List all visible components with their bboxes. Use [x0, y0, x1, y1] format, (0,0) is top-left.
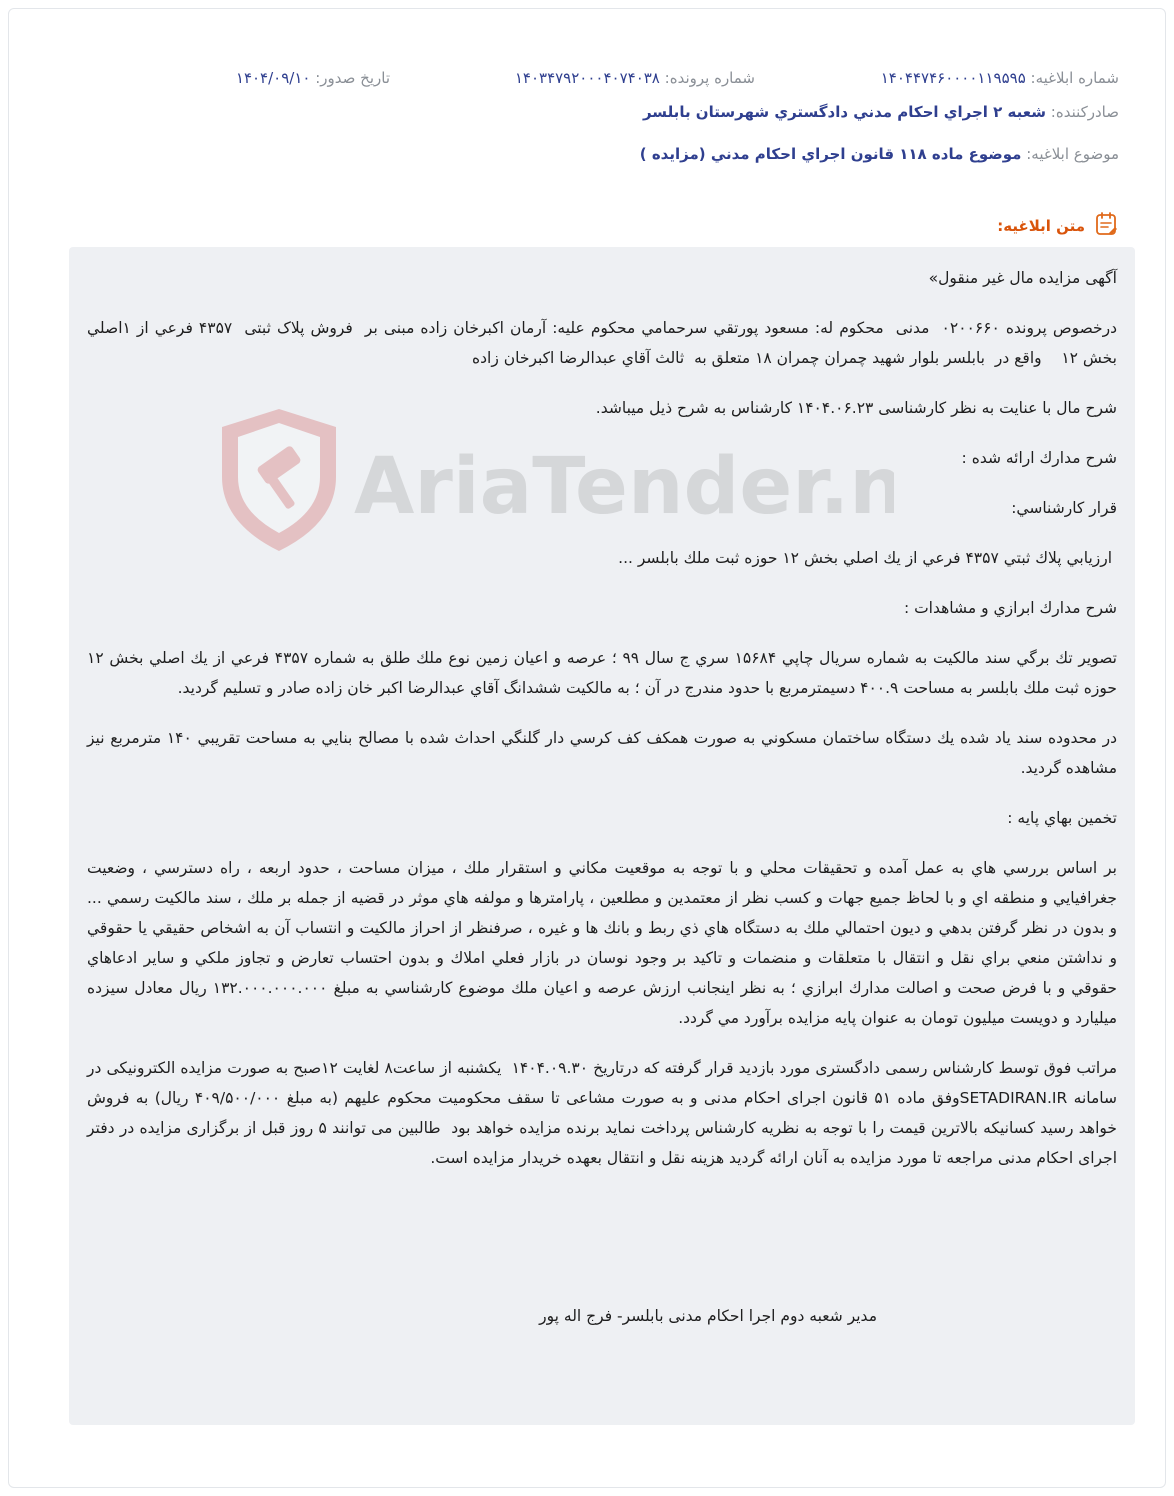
- notice-body: [69, 247, 1135, 1425]
- paragraph: آگهی مزایده مال غیر منقول»: [928, 269, 1117, 287]
- notice-text-icon: [1093, 211, 1119, 241]
- paragraph: قرار كارشناسي:: [1011, 499, 1117, 517]
- subject-label: موضوع ابلاغيه:: [1026, 145, 1119, 163]
- paragraph: درخصوص پرونده ۰۲۰۰۶۶۰ مدنی محکوم له: مسعود پورتقي سرحمامي محكوم عليه: آرمان اكبرخان زاده مبنی بر فروش پلاک ثبتی ۴۳۵۷ فرعي از ۱اصلي بخش ۱۲ واقع در بابلسر بلوار شهيد چمران چمران ۱۸ متعلق به ثالث آقاي عبدالرضا اكبرخان زاده: [82, 319, 1117, 367]
- paragraph: تصوير تك برگي سند مالكيت به شماره سريال چاپي ۱۵۶۸۴ سري ج سال ۹۹ ؛ عرصه و اعيان زمين نوع ملك طلق به شماره ۴۳۵۷ فرعي از يك اصلي بخش ۱۲ حوزه ثبت ملك بابلسر به مساحت ۴۰۰.۹ دسيمترمربع با حدود مندرج در آن ؛ به مالكيت ششدانگ آقاي عبدالرضا اكبر خان زاده صادر و تسليم گرديد.: [82, 649, 1117, 697]
- issuer-value: شعبه ۲ اجراي احکام مدني دادگستري شهرستان بابلسر: [642, 103, 1046, 121]
- notice-card: [8, 8, 1166, 1488]
- issuer-row: [643, 101, 1119, 123]
- case-number: [515, 67, 755, 89]
- notice-text-title: متن ابلاغيه:: [997, 217, 1085, 235]
- issue-date: [236, 67, 390, 89]
- notice-text-heading: [997, 211, 1119, 241]
- signature: مدیر شعبه دوم اجرا احکام مدنی بابلسر- فرج اله پور: [539, 1307, 877, 1325]
- paragraph: شرح مدارك ابرازي و مشاهدات :: [903, 599, 1117, 617]
- paragraph: تخمين بهاي پايه :: [1007, 809, 1117, 827]
- issue-date-value: ۱۴۰۴/۰۹/۱۰: [235, 69, 311, 87]
- notice-number-label: شماره ابلاغيه:: [1030, 69, 1119, 87]
- paragraph: ارزيابي پلاك ثبتي ۴۳۵۷ فرعي از يك اصلي بخش ۱۲ حوزه ثبت ملك بابلسر ...: [618, 549, 1117, 567]
- notice-number: [881, 67, 1119, 89]
- paragraph: مراتب فوق توسط کارشناس رسمی دادگستری مورد بازدید قرار گرفته که درتاریخ ۱۴۰۴.۰۹.۳۰ یکشنبه از ساعت۸ لغایت ۱۲صبح به صورت مزایده الکترونیکی در سامانه SETADIRAN.IRوفق ماده ۵۱ قانون اجرای احکام مدنی و به صورت مشاعی تا سقف محکومیت محکوم علیهم (به مبلغ ۴۰۹/۵۰۰/۰۰۰ ریال) به فروش خواهد رسید کسانیکه بالاترین قیمت را با توجه به نظریه کارشناس پرداخت نماید برنده مزایده خواهد بود طالبین می توانند ۵ روز قبل از برگزاری مزایده در دفتر اجرای احکام مدنی مراجعه تا مورد مزایده به آنان ارائه گردید هزینه نقل و انتقال بعهده خریدار مزایده است.: [82, 1059, 1118, 1167]
- paragraph: شرح مال با عنایت به نظر کارشناسی ۱۴۰۴.۰۶.۲۳ کارشناس به شرح ذیل میباشد.: [595, 399, 1117, 417]
- notice-number-value: ۱۴۰۴۴۷۴۶۰۰۰۰۱۱۹۵۹۵: [880, 69, 1026, 87]
- subject-row: [640, 143, 1119, 165]
- paragraph: شرح مدارك ارائه شده :: [961, 449, 1117, 467]
- paragraph: در محدوده سند ياد شده يك دستگاه ساختمان مسكوني به صورت همكف كف كرسي دار گلنگي احداث شده با مصالح بنايي به مساحت تقريبي ۱۴۰ مترمربع نيز مشاهده گرديد.: [82, 729, 1117, 777]
- case-number-label: شماره پرونده:: [664, 69, 755, 87]
- issue-date-label: تاريخ صدور:: [315, 69, 390, 87]
- paragraph: بر اساس بررسي هاي به عمل آمده و تحقيقات محلي و با توجه به موقعيت مكاني و استقرار ملك ، ميزان مساحت ، حدود اربعه ، راه دسترسي ، وضعيت جغرافيايي و منطقه اي و با لحاظ جميع جهات و كسب نظر از معتمدين و مطلعين ، پارامترها و مولفه هاي موثر در قضيه از جمله بر ملك ، سند مالكيت رسمي ... و بدون در نظر گرفتن بدهي و ديون احتمالي ملك به دستگاه هاي ذي ربط و بانك ها و غيره ، صرفنظر از احراز مالكيت و انتساب آن به اشخاص حقيقي يا حقوقي و نداشتن منعي براي نقل و انتقال با متعلقات و منضمات و تاكيد بر وجود نوسان در بازار فعلي املاك و بدون احتساب تعارض و تجاوز ملكي و ساير ادعاهاي حقوقي و با فرض صحت و اصالت مدارك ابرازي ؛ به نظر اينجانب ارزش عرصه و اعيان ملك موضوع كارشناسي به مبلغ ۱۳۲.۰۰۰.۰۰۰.۰۰۰ ريال معادل سيزده ميليارد و دويست ميليون تومان به عنوان پايه مزايده برآورد مي گردد.: [82, 859, 1117, 1027]
- issuer-label: صادرکننده:: [1050, 103, 1119, 121]
- subject-value: موضوع ماده ۱۱۸ قانون اجراي احکام مدني (مزايده ): [639, 145, 1022, 163]
- notice-content: [82, 263, 1118, 1193]
- case-number-value: ۱۴۰۳۴۷۹۲۰۰۰۴۰۷۴۰۳۸: [514, 69, 660, 87]
- watermark-text: AriaTender.n: [354, 442, 894, 532]
